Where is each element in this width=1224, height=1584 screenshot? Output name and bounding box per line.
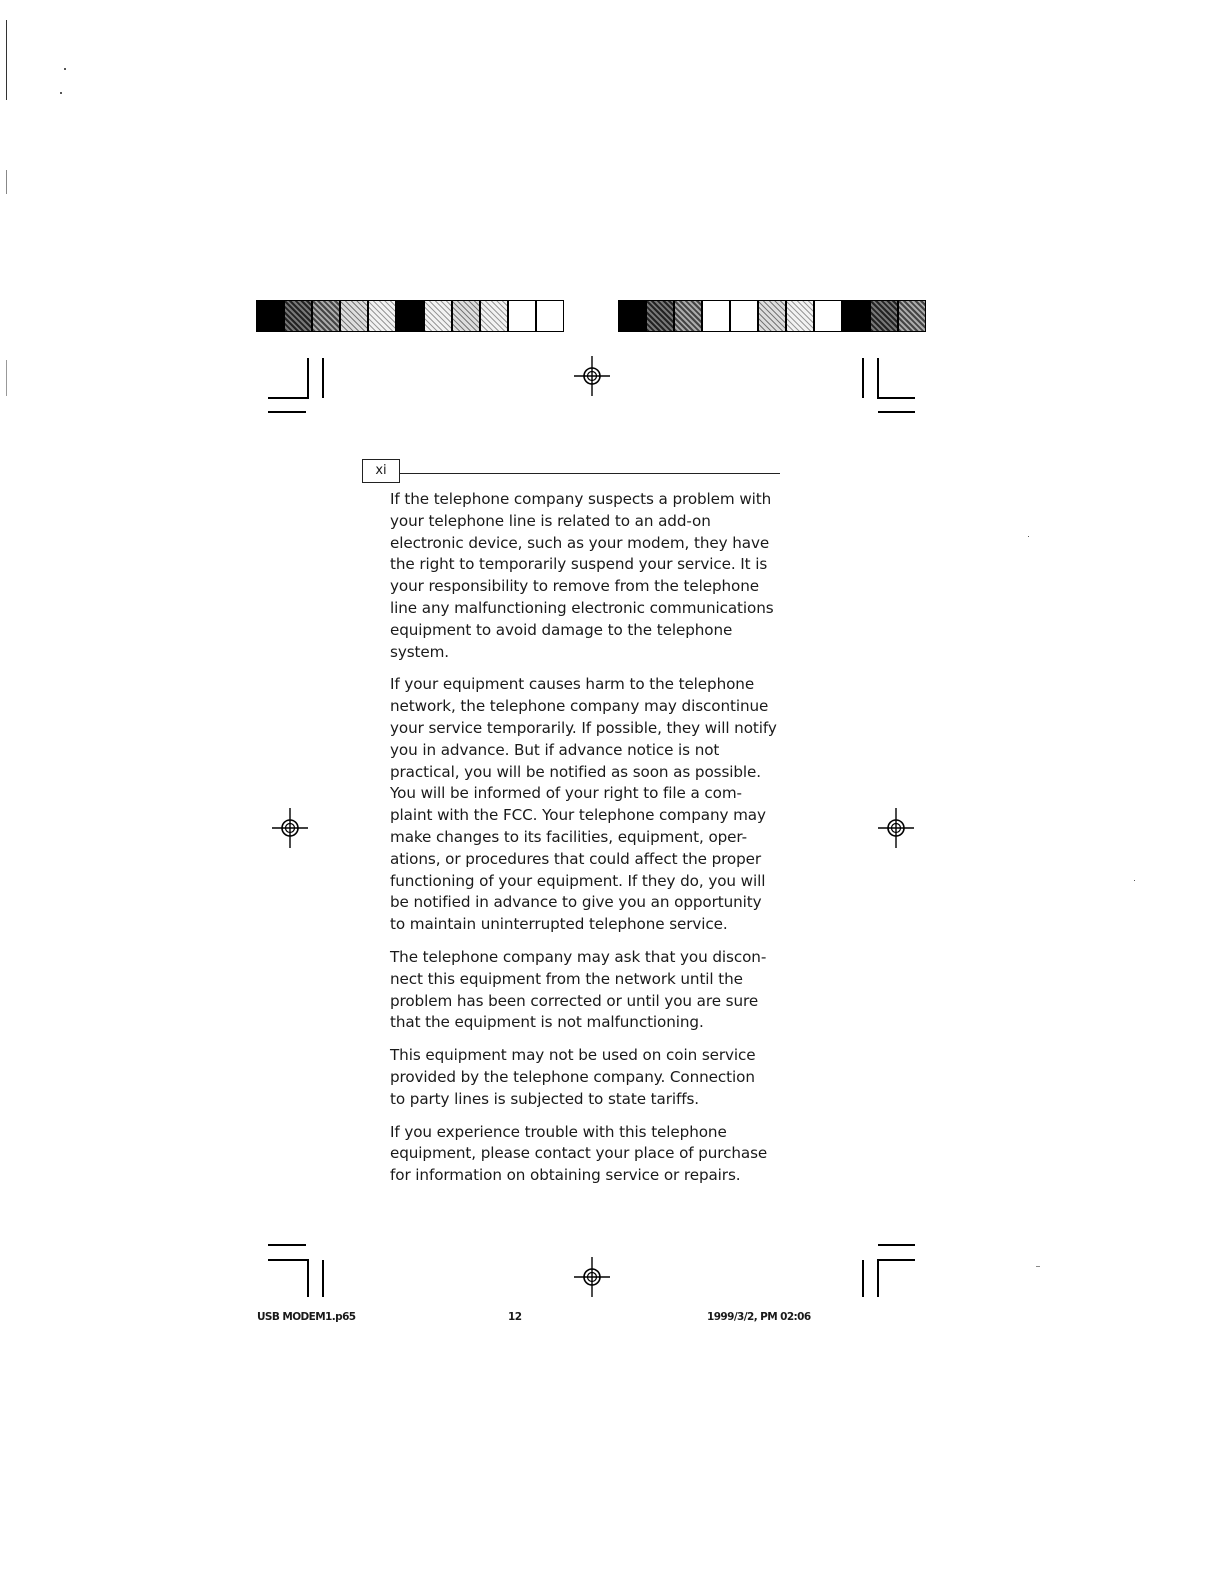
crop-mark-top-right [877, 397, 915, 399]
color-bar-left [256, 300, 564, 332]
paragraph: If the telephone company suspects a problem with your telephone line is related to an add-on electronic device, such as your modem, they have the right to temporarily suspend your service. It is your responsibility to remove from the telephone line any malfunctioning electronic communications equipment to avoid damage to the telephone system. [390, 490, 774, 661]
crosshair-registration-icon [878, 808, 914, 848]
scan-speck [6, 360, 7, 396]
crosshair-registration-icon [272, 808, 308, 848]
scan-speck [60, 92, 62, 94]
footer-filename: USB MODEM1.p65 [257, 1311, 356, 1323]
crop-mark-bottom-left [322, 1260, 324, 1297]
header-rule [400, 473, 780, 474]
scan-edge-artifact [6, 20, 7, 100]
paragraph: This equipment may not be used on coin service provided by the telephone company. Connection to party lines is subjected to state tariffs. [390, 1046, 756, 1108]
crop-mark-top-left [268, 397, 309, 399]
crop-mark-top-right [878, 411, 915, 413]
color-bar-right [618, 300, 926, 332]
scan-speck [1036, 1266, 1040, 1267]
crop-mark-top-left [307, 358, 309, 398]
crop-mark-bottom-left [268, 1244, 306, 1246]
crop-mark-top-left [322, 358, 324, 398]
scan-speck [6, 170, 7, 194]
paragraph: If you experience trouble with this telephone equipment, please contact your place of purchase for information on obtaining service or repairs. [390, 1122, 768, 1185]
page-label: xi [362, 459, 400, 483]
scan-speck [1028, 536, 1029, 537]
footer-sheet-number: 12 [508, 1311, 522, 1323]
crop-mark-top-left [268, 411, 306, 413]
paragraph: If your equipment causes harm to the telephone network, the telephone company may discontinue your service temporarily. If possible, they will notify you in advance. But if advance notice is not practical, you will be notified as soon as possible. You will be informed of your right to file a com- plaint with the FCC. Your telephone company may make changes to its facilities, equipment, oper- ations, or procedures that could affect the proper functioning of your equipment. If they do, you will be notified in advance to give you an opportunity to maintain uninterrupted telephone service. [390, 675, 777, 934]
paragraph: The telephone company may ask that you discon- nect this equipment from the network until the problem has been corrected or until you are sure that the equipment is not malfunctioning. [390, 947, 767, 1032]
crop-mark-bottom-right [877, 1259, 915, 1261]
crosshair-registration-icon [574, 1257, 610, 1297]
crop-mark-top-right [862, 358, 864, 398]
crop-mark-top-right [877, 358, 879, 398]
crop-mark-bottom-left [307, 1259, 309, 1297]
crosshair-registration-icon [574, 356, 610, 396]
crop-mark-bottom-right [862, 1260, 864, 1297]
crop-mark-bottom-right [877, 1259, 879, 1297]
footer-timestamp: 1999/3/2, PM 02:06 [707, 1311, 811, 1323]
body-text [390, 489, 790, 1198]
scan-speck [64, 68, 66, 70]
scan-speck [1134, 880, 1135, 881]
crop-mark-bottom-right [878, 1244, 915, 1246]
crop-mark-bottom-left [268, 1259, 309, 1261]
